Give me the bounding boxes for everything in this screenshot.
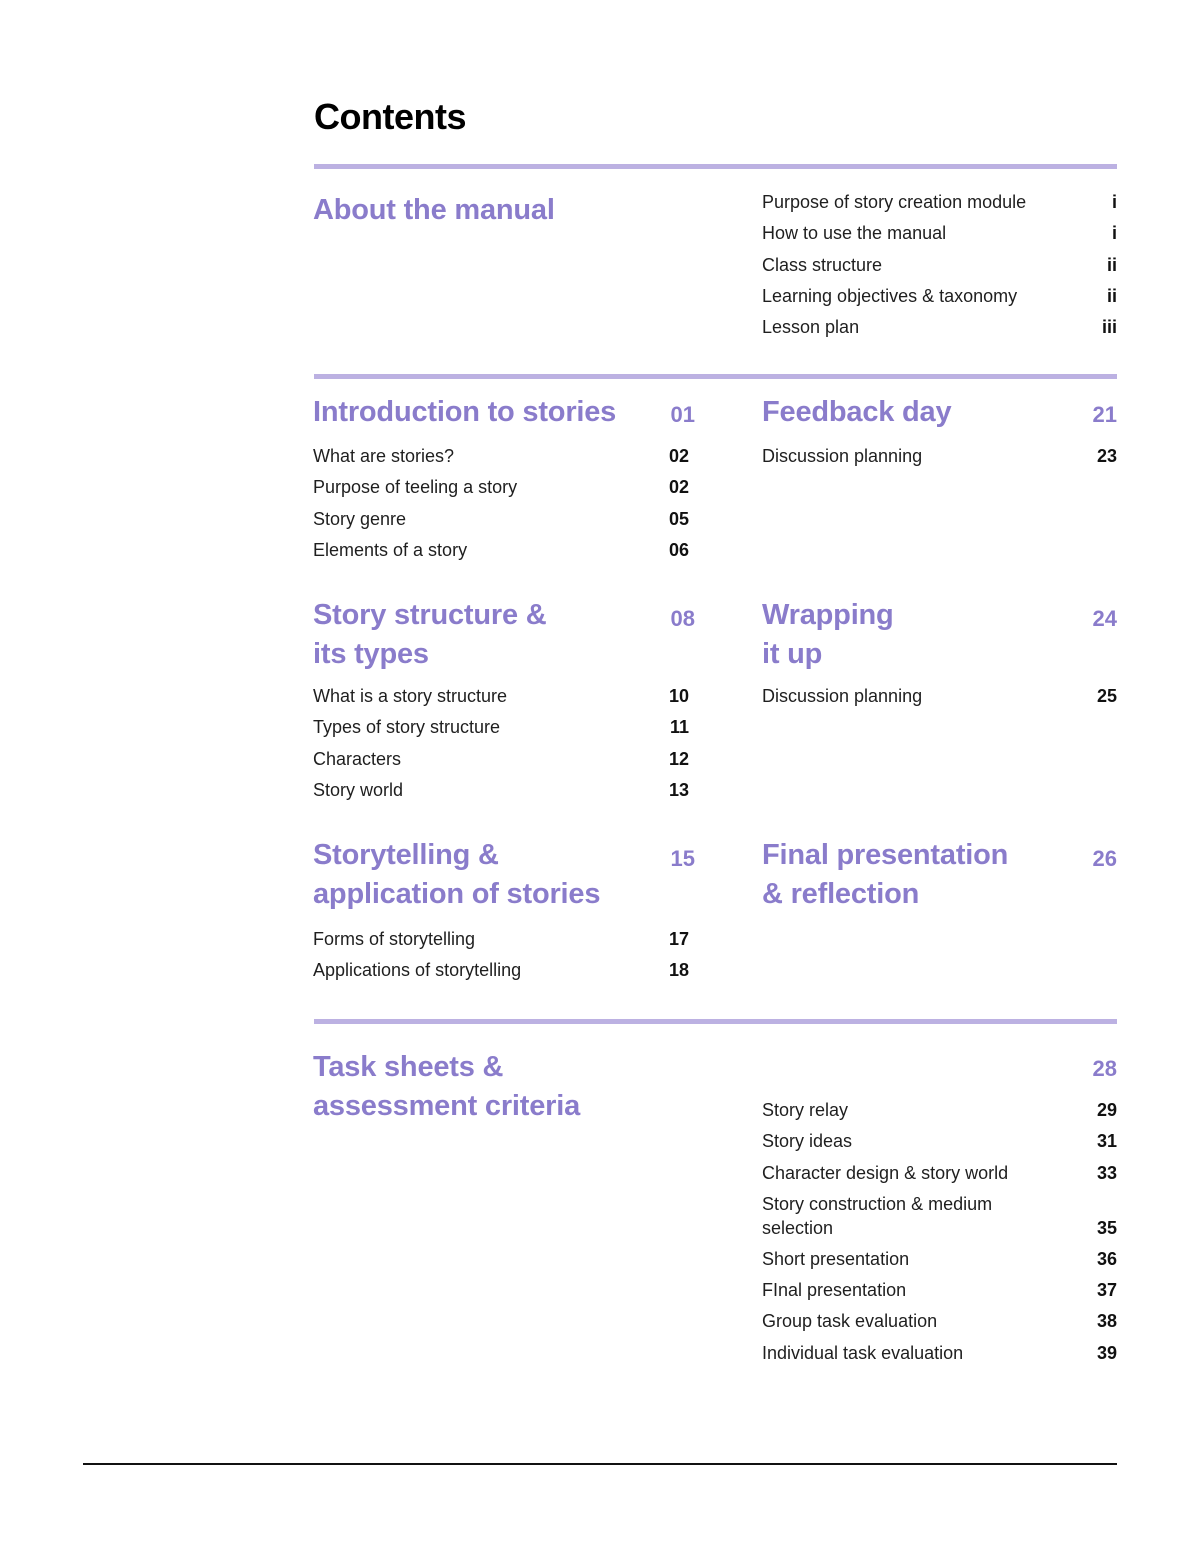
- toc-entry-page: i: [1111, 192, 1117, 212]
- footer-divider: [83, 1463, 1117, 1465]
- toc-entry-page: iii: [1101, 317, 1117, 338]
- toc-entry-label: What is a story structure: [313, 686, 508, 706]
- toc-entry-label: Types of story structure: [313, 717, 501, 738]
- toc-entry-page: i: [1111, 223, 1117, 244]
- toc-entry[interactable]: [313, 475, 689, 506]
- toc-entry[interactable]: [762, 315, 1117, 346]
- toc-entry-page: 33: [1096, 1162, 1117, 1183]
- toc-entry-label: Lesson plan: [762, 317, 860, 338]
- toc-entry-page: 13: [668, 779, 689, 800]
- toc-entry-label: Discussion planning: [762, 446, 923, 466]
- toc-entry[interactable]: [762, 253, 1117, 284]
- toc-entry-label: Characters: [313, 748, 402, 769]
- toc-entry[interactable]: [762, 284, 1117, 315]
- toc-entry[interactable]: [313, 747, 689, 778]
- toc-entry-label: Learning objectives & taxonomy: [762, 285, 1018, 306]
- tasks-heading-line: Task sheets &: [313, 1051, 504, 1083]
- toc-entry-label: Short presentation: [762, 1248, 910, 1269]
- wrapping-heading-line: Wrapping: [762, 599, 894, 631]
- toc-entry[interactable]: [313, 958, 689, 989]
- toc-entry-label: FInal presentation: [762, 1280, 907, 1301]
- toc-entry[interactable]: [762, 1192, 1117, 1247]
- toc-entry-label: How to use the manual: [762, 223, 947, 244]
- toc-entry-page: 10: [668, 686, 689, 706]
- toc-entry-page: 37: [1096, 1280, 1117, 1301]
- toc-entry[interactable]: [762, 1341, 1117, 1372]
- storytelling-heading-line: Storytelling &: [313, 839, 499, 871]
- feedback-page-number: 21: [1092, 402, 1117, 427]
- structure-page-number: 08: [670, 606, 695, 631]
- storytelling-list: [313, 927, 689, 990]
- intro-page-number: 01: [670, 402, 695, 427]
- toc-entry[interactable]: [762, 1161, 1117, 1192]
- feedback-list: [762, 444, 1117, 475]
- page-title: Contents: [314, 96, 466, 137]
- toc-entry-page: 25: [1096, 686, 1117, 706]
- toc-entry-label: Purpose of teeling a story: [313, 477, 518, 498]
- toc-entry-page: 39: [1096, 1342, 1117, 1363]
- toc-entry-page: 06: [668, 539, 689, 560]
- section-divider: [314, 164, 1117, 169]
- intro-heading[interactable]: Introduction to stories: [313, 396, 617, 428]
- tasks-list: [762, 1098, 1117, 1372]
- toc-entry-label: Story ideas: [762, 1131, 853, 1152]
- toc-entry[interactable]: [313, 927, 689, 958]
- structure-heading-line: its types: [313, 638, 429, 670]
- toc-entry-label: Story relay: [762, 1100, 849, 1120]
- final-heading-line: Final presentation: [762, 839, 1009, 871]
- tasks-page-number: 28: [1092, 1056, 1117, 1081]
- toc-entry-label: Story genre: [313, 508, 407, 529]
- toc-entry-label: Elements of a story: [313, 539, 468, 560]
- toc-entry[interactable]: [313, 444, 689, 475]
- toc-entry[interactable]: [762, 1129, 1117, 1160]
- toc-entry[interactable]: [313, 778, 689, 809]
- intro-list: [313, 444, 689, 569]
- about-list: [762, 190, 1117, 346]
- about-heading: About the manual: [313, 194, 555, 226]
- toc-entry-label: Character design & story world: [762, 1162, 1009, 1183]
- toc-entry[interactable]: [762, 221, 1117, 252]
- toc-entry-label: Story construction & medium selection: [762, 1193, 993, 1238]
- structure-list: [313, 684, 689, 809]
- storytelling-heading-line: application of stories: [313, 878, 601, 910]
- toc-entry-label: What are stories?: [313, 446, 455, 466]
- toc-entry[interactable]: [313, 715, 689, 746]
- section-divider: [314, 1019, 1117, 1024]
- toc-entry-label: Story world: [313, 779, 404, 800]
- toc-entry[interactable]: [762, 1278, 1117, 1309]
- toc-entry[interactable]: [313, 507, 689, 538]
- toc-entry-label: Individual task evaluation: [762, 1342, 964, 1363]
- toc-entry-page: 36: [1096, 1248, 1117, 1269]
- final-page-number: 26: [1092, 846, 1117, 871]
- toc-entry-page: ii: [1106, 285, 1117, 306]
- toc-entry-page: 02: [668, 477, 689, 498]
- toc-entry-page: 05: [668, 508, 689, 529]
- toc-entry-page: 17: [668, 929, 689, 949]
- toc-entry-page: 38: [1096, 1311, 1117, 1332]
- toc-entry-page: 02: [668, 446, 689, 466]
- toc-entry[interactable]: [762, 1098, 1117, 1129]
- wrapping-heading-line: it up: [762, 638, 823, 670]
- toc-entry-label: Purpose of story creation module: [762, 192, 1027, 212]
- tasks-heading-line: assessment criteria: [313, 1090, 581, 1122]
- toc-entry-page: 31: [1096, 1131, 1117, 1152]
- toc-entry[interactable]: [762, 1247, 1117, 1278]
- toc-entry[interactable]: [313, 684, 689, 715]
- final-heading[interactable]: [762, 836, 1008, 914]
- structure-heading[interactable]: [313, 596, 547, 674]
- section-divider: [314, 374, 1117, 379]
- wrapping-list: [762, 684, 1117, 715]
- toc-entry[interactable]: [762, 684, 1117, 715]
- toc-entry[interactable]: [313, 538, 689, 569]
- toc-entry-label: Class structure: [762, 254, 883, 275]
- tasks-heading[interactable]: [313, 1048, 580, 1126]
- toc-entry-label: Applications of storytelling: [313, 960, 522, 981]
- storytelling-page-number: 15: [670, 846, 695, 871]
- toc-entry[interactable]: [762, 190, 1117, 221]
- toc-entry-label: Discussion planning: [762, 686, 923, 706]
- toc-entry-page: ii: [1106, 254, 1117, 275]
- structure-heading-line: Story structure &: [313, 599, 547, 631]
- wrapping-page-number: 24: [1092, 606, 1117, 631]
- toc-entry-page: 23: [1096, 446, 1117, 466]
- toc-entry-page: 29: [1096, 1100, 1117, 1120]
- toc-entry-page: 18: [668, 960, 689, 981]
- toc-entry-page: 12: [668, 748, 689, 769]
- toc-entry[interactable]: [762, 1309, 1117, 1340]
- toc-entry[interactable]: [762, 444, 1117, 475]
- toc-entry-page: 35: [1096, 1217, 1117, 1238]
- toc-entry-label: Forms of storytelling: [313, 929, 476, 949]
- toc-entry-page: 11: [669, 717, 689, 738]
- storytelling-heading[interactable]: [313, 836, 600, 914]
- wrapping-heading[interactable]: [762, 596, 894, 674]
- final-heading-line: & reflection: [762, 878, 920, 910]
- feedback-heading[interactable]: Feedback day: [762, 396, 952, 428]
- toc-entry-label: Group task evaluation: [762, 1311, 938, 1332]
